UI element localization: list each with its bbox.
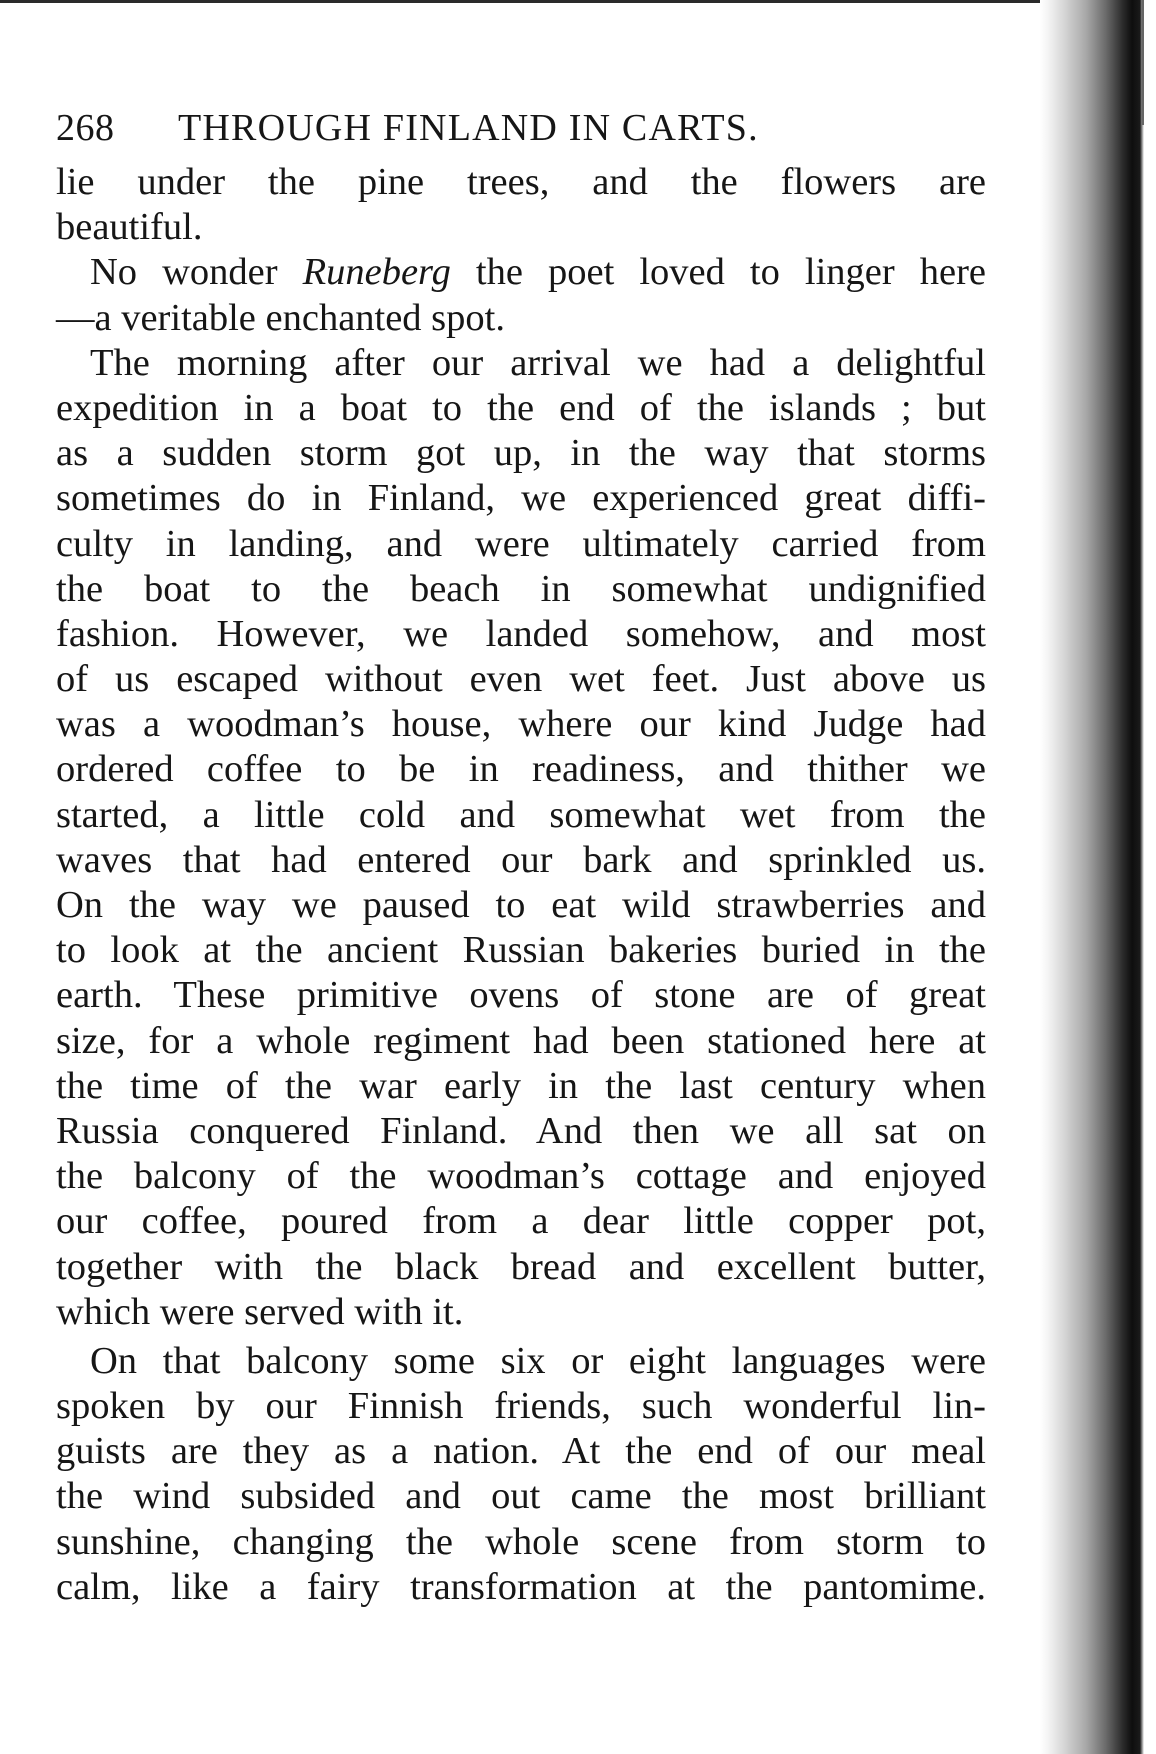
text-line: beautiful. bbox=[56, 206, 203, 249]
page-header bbox=[56, 96, 986, 160]
text-line: the time of the war early in the last century when bbox=[56, 1064, 986, 1107]
text-line: of us escaped without even wet feet. Just above us bbox=[56, 658, 986, 701]
text-line: The morning after our arrival we had a delightful bbox=[90, 341, 986, 384]
text-line: size, for a whole regiment had been stationed here at bbox=[56, 1019, 986, 1062]
text-line: started, a little cold and somewhat wet from the bbox=[56, 793, 986, 836]
body-text bbox=[56, 160, 986, 1610]
text-line: ordered coffee to be in readiness, and thither we bbox=[56, 748, 986, 791]
text-line: culty in landing, and were ultimately carried from bbox=[56, 522, 986, 565]
text-span: No wonder bbox=[90, 251, 278, 294]
text-line: which were served with it. bbox=[56, 1290, 464, 1333]
text-line: was a woodman’s house, where our kind Judge had bbox=[56, 703, 986, 746]
text-line: the boat to the beach in somewhat undignified bbox=[56, 567, 986, 610]
text-line: as a sudden storm got up, in the way that storms bbox=[56, 432, 986, 475]
page-edge-line bbox=[1142, 0, 1144, 125]
text-line: together with the black bread and excellent butter, bbox=[56, 1245, 986, 1288]
text-line: the balcony of the woodman’s cottage and enjoyed bbox=[56, 1155, 986, 1198]
text-line: sunshine, changing the whole scene from storm to bbox=[56, 1520, 986, 1563]
text-line: to look at the ancient Russian bakeries buried in the bbox=[56, 929, 986, 972]
text-line: earth. These primitive ovens of stone are of great bbox=[56, 974, 986, 1017]
poet-name: Runeberg bbox=[302, 251, 451, 294]
text-line: On the way we paused to eat wild strawberries and bbox=[56, 884, 986, 926]
text-line: On that balcony some six or eight languages were bbox=[90, 1339, 986, 1382]
text-line: our coffee, poured from a dear little copper pot, bbox=[56, 1200, 986, 1243]
text-line: sometimes do in Finland, we experienced great diffi- bbox=[56, 477, 986, 520]
text-line: fashion. However, we landed somehow, and most bbox=[56, 612, 986, 655]
text-line: —a veritable enchanted spot. bbox=[56, 296, 505, 339]
text-line: expedition in a boat to the end of the islands ; but bbox=[56, 386, 986, 429]
text-line: Russia conquered Finland. And then we all sat on bbox=[56, 1109, 986, 1152]
top-border bbox=[0, 0, 1120, 3]
text-line: waves that had entered our bark and sprinkled us. bbox=[56, 838, 986, 881]
running-title: THROUGH FINLAND IN CARTS. bbox=[178, 107, 759, 149]
text-line bbox=[56, 250, 986, 295]
text-line: guists are they as a nation. At the end of our meal bbox=[56, 1430, 986, 1473]
text-line: the wind subsided and out came the most brilliant bbox=[56, 1475, 986, 1518]
text-span: the poet loved to linger here bbox=[475, 251, 986, 294]
text-line: calm, like a fairy transformation at the pantomime. bbox=[56, 1565, 986, 1608]
book-page bbox=[56, 96, 986, 1610]
book-spine-shadow bbox=[1040, 0, 1156, 1754]
page-number: 268 bbox=[56, 107, 115, 149]
text-line: spoken by our Finnish friends, such wonderful lin- bbox=[56, 1385, 986, 1428]
text-line: lie under the pine trees, and the flowers are bbox=[56, 161, 986, 203]
